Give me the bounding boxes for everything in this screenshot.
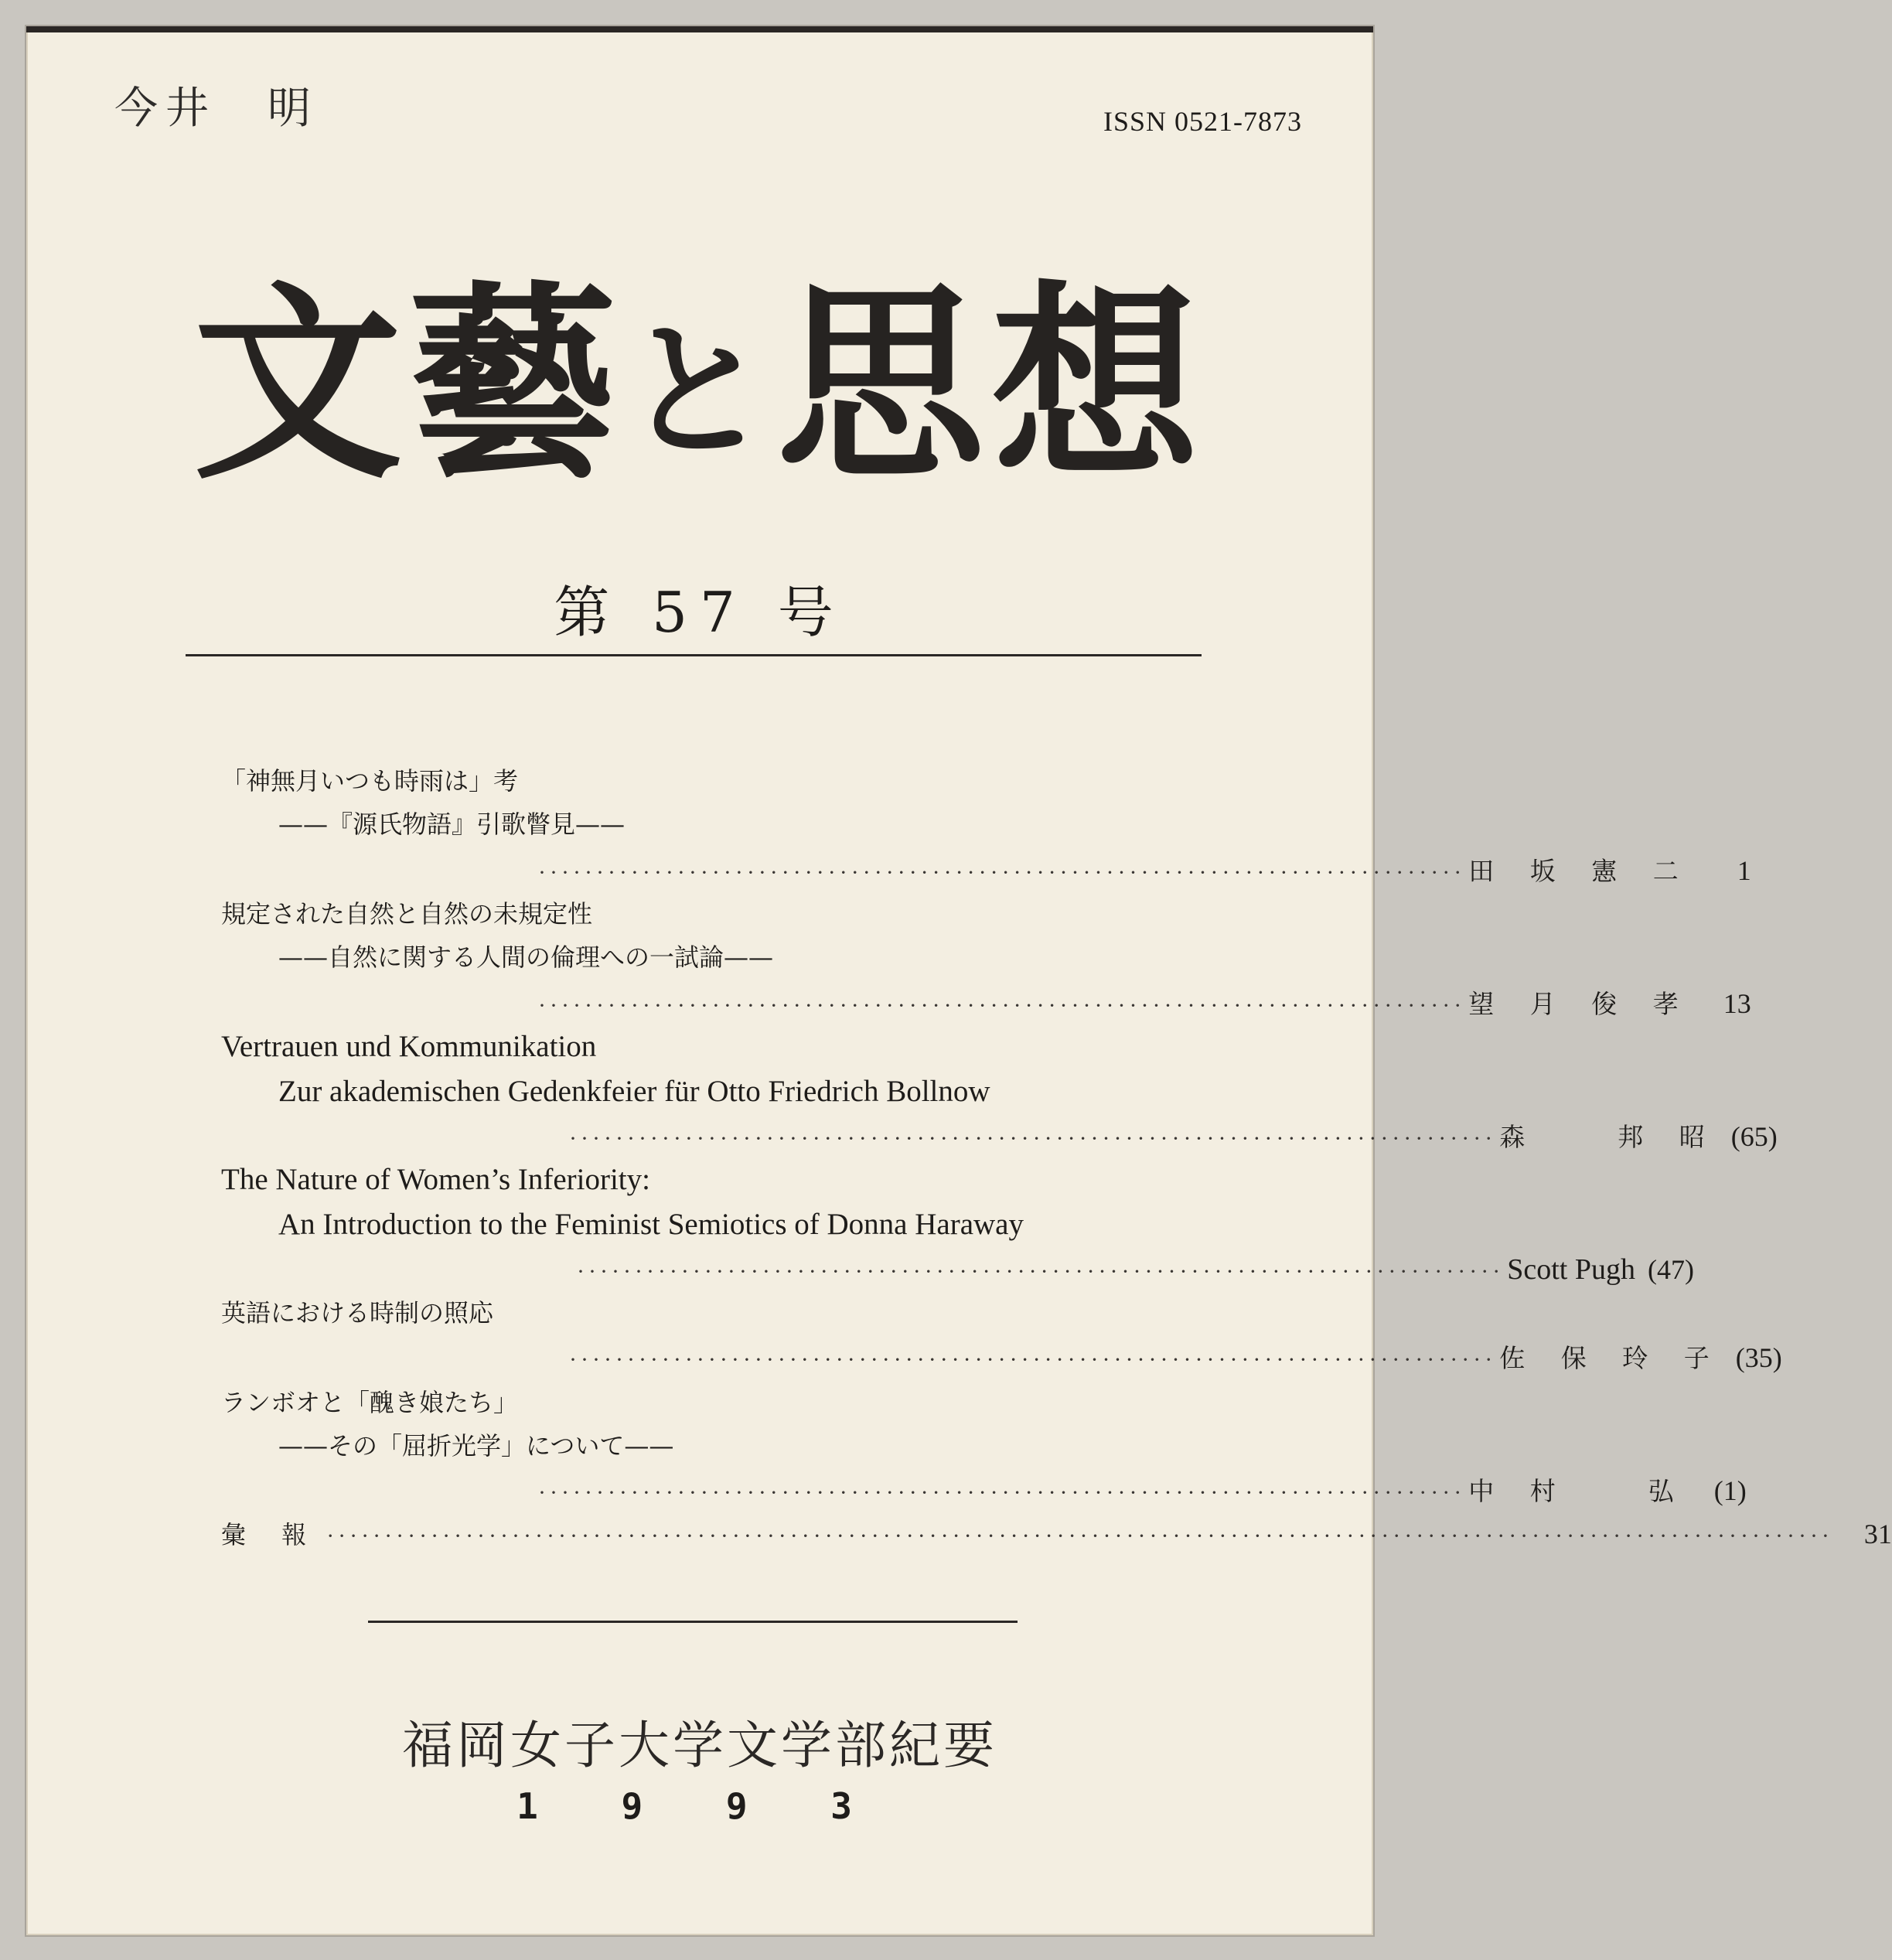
journal-title bbox=[26, 258, 1373, 520]
toc-entry-6-author: 中 村 弘 bbox=[1468, 1476, 1688, 1506]
owner-name: 今井 明 bbox=[114, 84, 319, 134]
toc-entry-4-subtitle: An Introduction to the Feminist Semiotics of Donna Haraway bbox=[278, 1208, 1024, 1241]
toc-entry-5-page: (35) bbox=[1735, 1342, 1782, 1373]
journal-cover bbox=[26, 26, 1892, 1935]
toc-entry-5-author: 佐 保 玲 子 bbox=[1499, 1343, 1723, 1373]
toc-entry-1-page: 1 bbox=[1737, 855, 1751, 886]
dot-leader: ················································································ bbox=[538, 1480, 1466, 1505]
top-divider bbox=[186, 654, 1202, 656]
toc-entry-6-title: ランボオと「醜き娘たち」 bbox=[221, 1388, 519, 1417]
toc-entry-6-subtitle: ——その「屈折光学」について—— bbox=[278, 1431, 674, 1461]
publication-year: 1 9 9 3 bbox=[516, 1785, 883, 1827]
toc-entry-2-leader bbox=[538, 985, 1751, 1024]
title-connector: と bbox=[622, 306, 776, 477]
toc-entry-2-page: 13 bbox=[1723, 988, 1751, 1019]
toc-entry-4-page: (47) bbox=[1647, 1254, 1694, 1285]
dot-leader: ················································································ bbox=[538, 860, 1466, 885]
toc-entry-3-subtitle: Zur akademischen Gedenkfeier für Otto Friedrich Bollnow bbox=[278, 1075, 990, 1108]
dot-leader: ················································································ bbox=[538, 993, 1466, 1018]
toc-news-line bbox=[221, 1515, 1892, 1555]
toc-entry-1-title: 「神無月いつも時雨は」考 bbox=[221, 766, 519, 796]
toc-entry-1-author: 田 坂 憲 二 bbox=[1468, 856, 1693, 886]
bottom-divider bbox=[368, 1621, 1018, 1623]
issue-number: 第 57 号 bbox=[554, 580, 846, 645]
toc-entry-5-leader bbox=[569, 1339, 1782, 1379]
issn-number: ISSN 0521-7873 bbox=[1103, 106, 1302, 137]
toc-entry-4-author: Scott Pugh bbox=[1507, 1253, 1635, 1286]
title-part-1: 文藝 bbox=[193, 264, 623, 507]
publisher-name: 福岡女子大学文学部紀要 bbox=[402, 1716, 997, 1775]
toc-entry-1-subtitle: ——『源氏物語』引歌瞥見—— bbox=[278, 810, 626, 839]
toc-entry-2-author: 望 月 俊 孝 bbox=[1468, 989, 1693, 1019]
dot-leader: ················································································ bbox=[577, 1259, 1505, 1284]
dot-leader: ·································································································································· bbox=[326, 1523, 1833, 1549]
toc-entry-2-subtitle: ——自然に関する人間の倫理への一試論—— bbox=[278, 943, 774, 972]
toc-entry-5-title: 英語における時制の照応 bbox=[221, 1298, 494, 1328]
toc-entry-3-author: 森 邦 昭 bbox=[1499, 1122, 1719, 1152]
toc-entry-3-page: (65) bbox=[1730, 1121, 1778, 1152]
title-part-2: 思想 bbox=[776, 264, 1206, 507]
toc-news-label: 彙 報 bbox=[221, 1520, 321, 1549]
dot-leader: ················································································ bbox=[569, 1126, 1497, 1151]
toc-entry-6-leader bbox=[538, 1472, 1747, 1512]
toc-entry-3-title: Vertrauen und Kommunikation bbox=[221, 1030, 597, 1063]
toc-entry-6-page: (1) bbox=[1713, 1475, 1747, 1506]
toc-entry-1-leader bbox=[538, 852, 1751, 891]
toc-entry-4-leader bbox=[577, 1251, 1694, 1290]
dot-leader: ················································································ bbox=[569, 1347, 1497, 1372]
toc-news-page: 31 bbox=[1863, 1519, 1892, 1549]
toc-entry-4-title: The Nature of Women’s Inferiority: bbox=[221, 1163, 650, 1196]
toc-entry-3-leader bbox=[569, 1118, 1778, 1157]
toc-entry-2-title: 規定された自然と自然の未規定性 bbox=[221, 899, 593, 929]
